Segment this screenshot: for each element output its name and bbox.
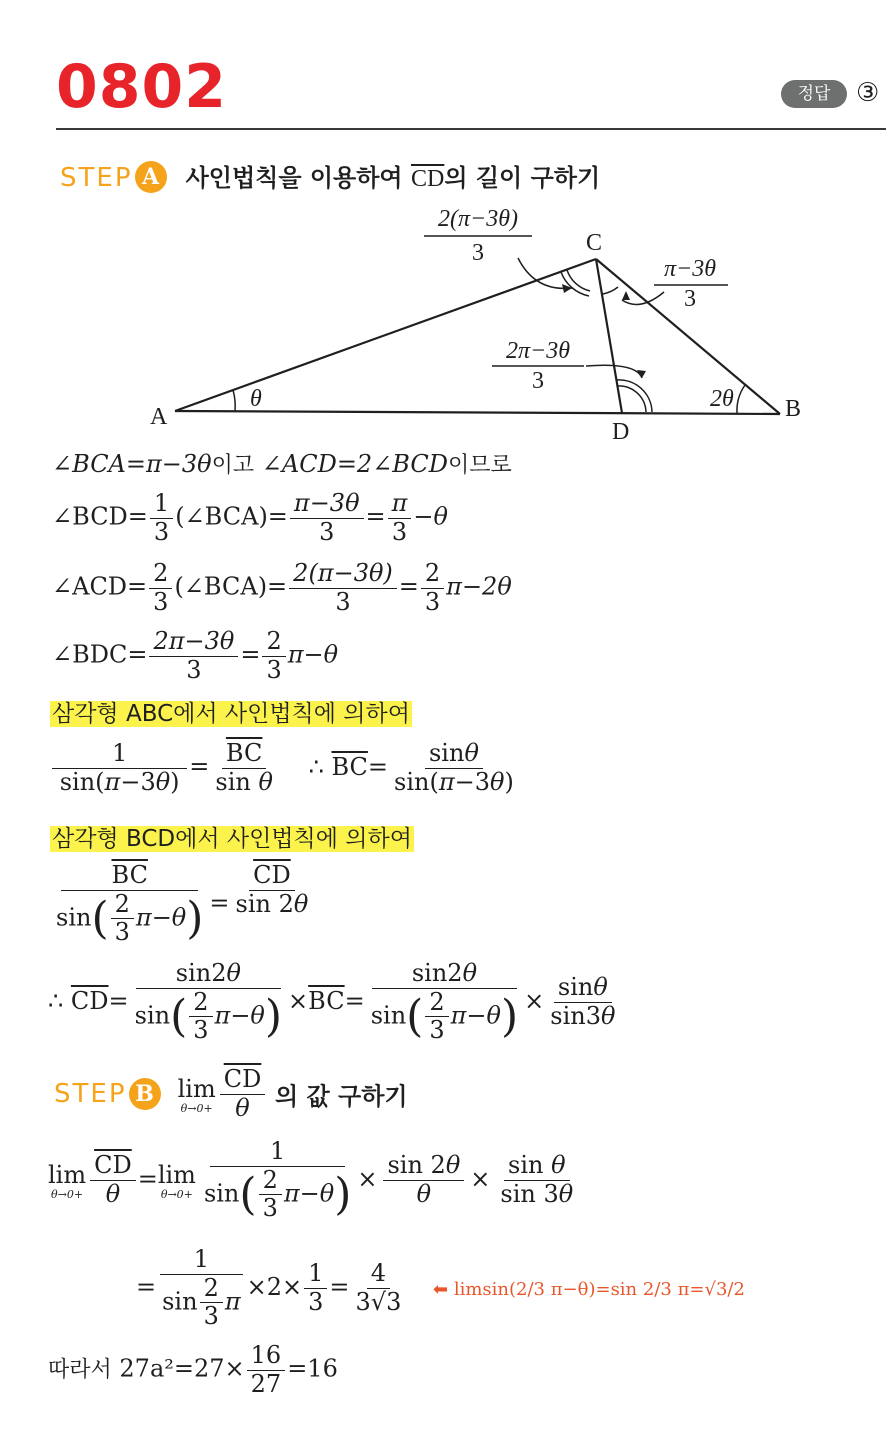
sine-law-bcd: $\overline{BC}$ sin( $\frac{2}{3}$ π−θ) = $\frac{\overline{CD}}{\sin 2\theta}$ [50,862,314,947]
step-a-title-tail: 의 길이 구하기 [444,164,601,192]
frac-sin2theta-a: sin2θ sin( $\frac{2}{3}$ π−θ) [134,959,283,1045]
frac-sin-theta-over-sin3theta: $\frac{\text{sin θ}}{\sin 3\theta}$ [500,1151,574,1208]
l3-tail: π−2θ [446,572,512,601]
frac-sin-ratio: $\frac{\sin\theta}{\sin 3\theta}$ [550,973,616,1030]
frac-bc-result: $\frac{\sin\theta}{\sin(\pi-3\theta)}$ [394,739,514,796]
line-4: ∠BDC= $\frac{2\pi-3\theta}{3}$ = $\frac{2}{3}$ π−θ [52,627,339,684]
frac-one-over-sin-two-thirds-pi: 1 sin $\frac{2}{3}$ π [158,1246,245,1331]
problem-number: 0802 [56,52,227,122]
frac-2pi-minus-6theta: $\frac{2(\pi-3\theta)}{3}$ [289,560,397,616]
highlight-abc [50,695,412,728]
vertex-d-label: D [612,419,630,445]
frac-sin2theta-over-theta: $\frac{\sin 2\theta}{\theta}$ [383,1152,464,1208]
frac-pi-third: $\frac{\pi}{3}$ [388,490,412,546]
step-a-badge: A [135,161,167,193]
l4-lhs: ∠BDC= [52,640,148,669]
angle-bcd-arc [603,287,618,294]
conclusion [48,1342,338,1398]
frac-two-thirds-b: $\frac{2}{3}$ [421,560,444,616]
vertex-c-label: C [586,230,603,256]
conclusion-result: =16 [287,1354,338,1383]
angle-a-label: θ [250,386,262,412]
step-a-title [186,164,601,192]
frac-27: 27 [250,1369,282,1398]
angle-a-arc [233,390,235,411]
segment-cd: $\overline{CD}$ [410,166,445,192]
l4-tail: π−θ [287,640,339,669]
frac-pi-minus-3theta: $\frac{\pi-3\theta}{3}$ [290,490,364,546]
frac-bc-over-sin2: $\overline{BC}$ sin( $\frac{2}{3}$ π−θ) [56,861,204,947]
highlight-bcd-text: 삼각형 BCD에서 사인법칙에 의하여 [52,826,412,852]
angle-acd-num: 2(π−3θ) [438,206,518,232]
l2-mid: (∠BCA)= [175,502,288,531]
vertex-a-label: A [150,404,168,430]
angle-acd-arc2 [561,272,589,296]
frac-16: 16 [247,1342,286,1371]
step-b-heading [54,1066,408,1122]
limit-line-2: = 1 sin $\frac{2}{3}$ π ×2× $\frac{1}{3}$ = $\frac{4}{3√3}$ ⬅ limsin(2/3 π−θ)=sin 2/3 π=√3/2 [136,1245,745,1331]
step-b-badge: B [129,1078,161,1110]
cd-result: ∴ $\overline{CD}=$ sin2θ sin( $\frac{2}{3}$ π−θ) $\times\overline{BC}=$ sin2θ sin( $\frac{2}{3}$ π−θ) × $\frac{\sin\theta}{\sin 3\theta}$ [48,960,621,1045]
side-bc [596,259,780,414]
angle-b-arc [737,385,745,413]
frac-2pi-minus-3theta: $\frac{2\pi-3\theta}{3}$ [149,628,238,684]
vertex-b-label: B [785,396,802,422]
highlight-abc-text: 삼각형 ABC에서 사인법칙에 의하여 [52,701,410,727]
frac-sin2theta-b: sin2θ sin( $\frac{2}{3}$ π−θ) [370,959,519,1045]
frac-cd-over-theta: $\frac{\overline{CD}}{\theta}$ [90,1152,136,1208]
step-a-title-text: 사인법칙을 이용하여 [185,164,403,192]
frac-one-over-sin: $\frac{1}{\sin(\pi-3\theta)}$ [52,740,187,796]
l3-lhs: ∠ACD= [52,572,148,601]
answer-badge: 정답 [781,80,847,108]
angle-bcd-num: π−3θ [663,256,717,282]
segment-cd-line [596,259,622,413]
angle-acd-den: 3 [472,240,484,266]
frac-two-thirds: $\frac{2}{3}$ [149,560,172,616]
step-a-label: STEP [60,163,133,193]
conclusion-expr: 27a²=27× [119,1354,245,1383]
angle-b-label: 2θ [710,386,734,412]
frac-one-third: $\frac{1}{3}$ [150,490,173,546]
line-3: ∠ACD= $\frac{2}{3}$ (∠BCA)= $\frac{2(\pi-3\theta)}{3}$ = $\frac{2}{3}$ π−2θ [52,559,512,616]
step-b-limit: lim θ→0+ $\frac{\overline{CD}}{\theta}$ [178,1079,275,1107]
step-b-label: STEP [54,1079,127,1110]
sine-law-abc: $\frac{1}{\sin(\pi-3\theta)}$ = $\frac{\overline{BC}}{\text{sin θ}}$ ∴ $\overline{BC}=$ $\frac{\sin\theta}{\sin(\pi-3\theta)}$ [50,740,520,796]
answer-value: ③ [856,78,880,108]
l2-tail: −θ [413,502,448,531]
frac-two-thirds-c: $\frac{2}{3}$ [262,628,285,684]
angle-bdc-den: 3 [532,368,544,394]
l2-lhs: ∠BCD= [52,502,148,531]
line-1 [52,448,512,479]
line-2: ∠BCD= $\frac{1}{3}$ (∠BCA)= $\frac{\pi-3\theta}{3}$ = $\frac{\pi}{3}$ −θ [52,489,448,546]
highlight-bcd [50,820,414,853]
frac-bc-over-sin: $\frac{\overline{BC}}{\text{sin θ}}$ [215,739,273,796]
triangle-diagram [140,200,840,450]
expr-bca: ∠BCA=π−3θ [52,450,212,478]
conclusion-prefix: 따라서 [48,1357,112,1383]
frac-one-over-sin-b: 1 sin( $\frac{2}{3}$ π−θ) [203,1137,352,1223]
arrowhead-bcd [622,291,630,300]
step-a-heading [60,158,600,193]
expr-acd: ∠ACD=2∠BCD [261,450,448,478]
arrowhead-bdc [637,370,646,378]
angle-bcd-den: 3 [684,286,696,312]
l3-mid: (∠BCA)= [174,572,288,601]
side-note: ⬅ limsin(2/3 π−θ)=sin 2/3 π=√3/2 [433,1278,745,1300]
step-b-title: 의 값 구하기 [274,1082,408,1111]
frac-one-third-b: $\frac{1}{3}$ [304,1260,327,1316]
side-ab [175,411,780,414]
frac-four-over-3root3: $\frac{4}{3√3}$ [355,1259,402,1316]
angle-bdc-num: 2π−3θ [505,338,571,364]
limit-line-1: lim θ→0+ $\frac{\overline{CD}}{\theta}$ = lim θ→0+ 1 sin( $\frac{2}{3}$ π−θ) × $\frac{\sin 2\theta}{\theta}$ × $\frac{\text{sin θ}}{\sin 3\theta}$ [48,1138,579,1223]
side-note-text: limsin(2/3 π−θ)=sin 2/3 π=√3/2 [453,1278,745,1300]
frac-16-over-27 [247,1342,286,1398]
text-and: 이고 [211,453,255,478]
text-therefore: 이므로 [448,453,512,478]
frac-cd-over-sin2theta: $\frac{\overline{CD}}{\sin 2\theta}$ [235,861,309,918]
header-rule [56,128,886,130]
